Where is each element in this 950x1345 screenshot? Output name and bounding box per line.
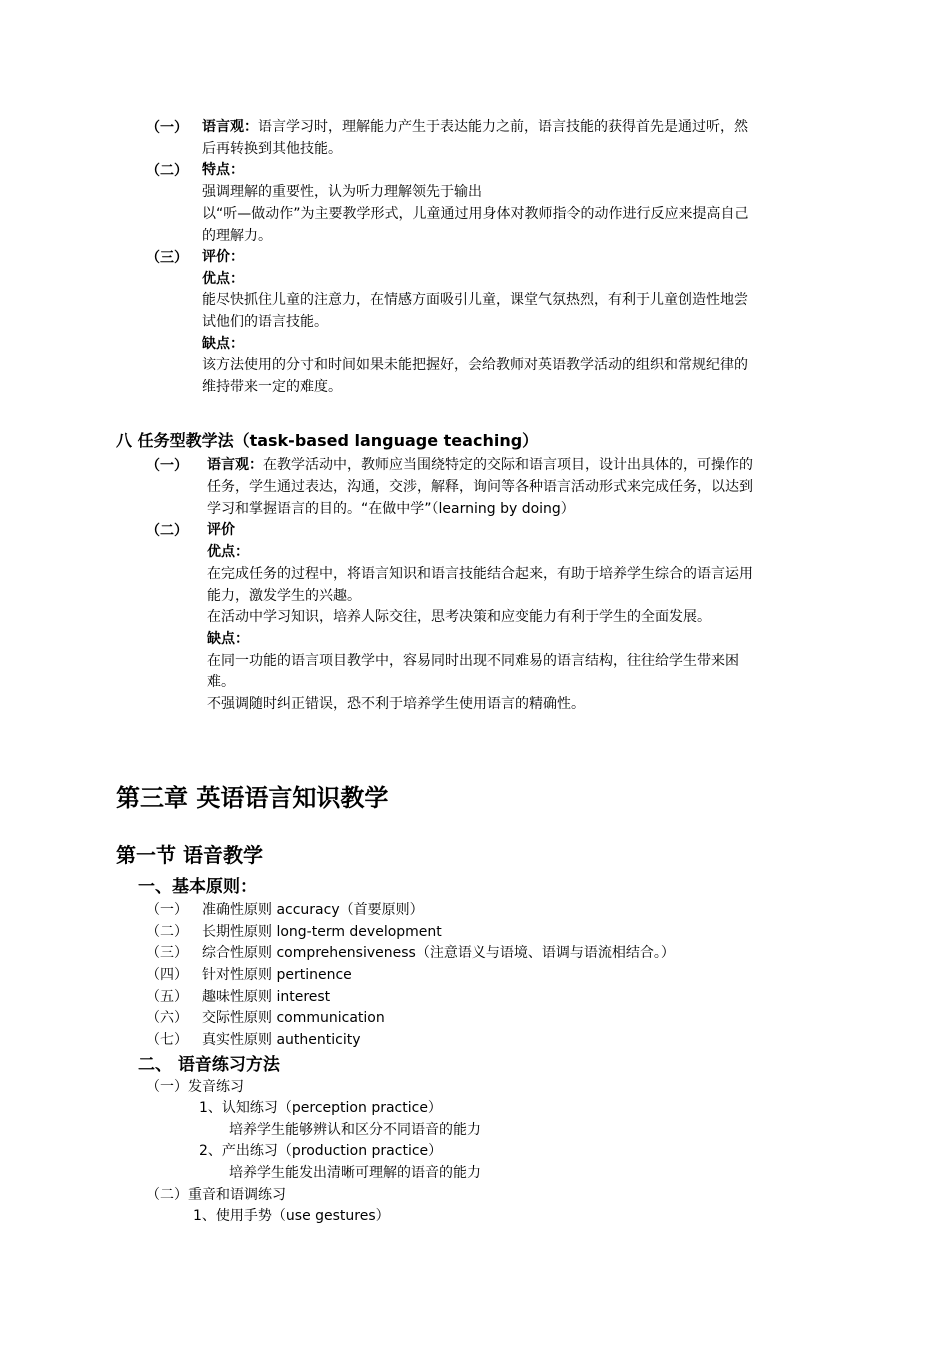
method-item: 2、产出练习（production practice） bbox=[199, 1143, 443, 1159]
list-item: 交际性原则 communication bbox=[202, 1010, 385, 1026]
list-number: （四） bbox=[146, 967, 188, 983]
item-number: （一） bbox=[146, 120, 188, 136]
list-number: （五） bbox=[146, 989, 188, 1005]
item-number: （二） bbox=[146, 523, 188, 539]
text-line: 学习和掌握语言的目的。“在做中学”（learning by doing） bbox=[207, 501, 575, 517]
item-number: （一） bbox=[146, 458, 188, 474]
list-item: 真实性原则 authenticity bbox=[202, 1032, 361, 1048]
list-number: （六） bbox=[146, 1010, 188, 1026]
list-number: （一） bbox=[146, 902, 188, 918]
subsection-heading: 一、基本原则： bbox=[138, 877, 257, 897]
list-item: 针对性原则 pertinence bbox=[202, 967, 352, 983]
item-label: 评价： bbox=[202, 249, 244, 265]
method-desc: 培养学生能够辨认和区分不同语音的能力 bbox=[229, 1122, 481, 1138]
paragraph bbox=[207, 455, 753, 476]
item-label: 评价 bbox=[207, 522, 235, 538]
item-label: 语言观： bbox=[202, 119, 258, 135]
cons-label: 缺点： bbox=[202, 336, 244, 352]
method-title: （二）重音和语调练习 bbox=[146, 1187, 286, 1203]
list-number: （三） bbox=[146, 945, 188, 961]
pros-label: 优点： bbox=[207, 544, 249, 560]
text-line: 在教学活动中，教师应当围绕特定的交际和语言项目，设计出具体的，可操作的 bbox=[263, 457, 753, 473]
text-line: 能力，激发学生的兴趣。 bbox=[207, 588, 361, 604]
text-line: 的理解力。 bbox=[202, 228, 272, 244]
item-label: 特点： bbox=[202, 162, 244, 178]
pros-label: 优点： bbox=[202, 271, 244, 287]
paragraph bbox=[202, 117, 748, 138]
text-line: 试他们的语言技能。 bbox=[202, 314, 328, 330]
text-line: 在活动中学习知识，培养人际交往，思考决策和应变能力有利于学生的全面发展。 bbox=[207, 609, 711, 625]
list-item: 长期性原则 long-term development bbox=[202, 924, 442, 940]
text-line: 在同一功能的语言项目教学中，容易同时出现不同难易的语言结构，往往给学生带来困 bbox=[207, 653, 739, 669]
method-desc: 培养学生能发出清晰可理解的语音的能力 bbox=[229, 1165, 481, 1181]
text-line: 能尽快抓住儿童的注意力，在情感方面吸引儿童，课堂气氛热烈，有利于儿童创造性地尝 bbox=[202, 292, 748, 308]
text-line: 该方法使用的分寸和时间如果未能把握好，会给教师对英语教学活动的组织和常规纪律的 bbox=[202, 357, 748, 373]
method-item: 1、使用手势（use gestures） bbox=[193, 1208, 390, 1224]
text-line: 以“听—做动作”为主要教学形式，儿童通过用身体对教师指令的动作进行反应来提高自己 bbox=[202, 206, 749, 222]
method-title: （一）发音练习 bbox=[146, 1079, 244, 1095]
text-line: 语言学习时，理解能力产生于表达能力之前，语言技能的获得首先是通过听，然 bbox=[258, 119, 748, 135]
text-line: 不强调随时纠正错误，恐不利于培养学生使用语言的精确性。 bbox=[207, 696, 585, 712]
list-item: 趣味性原则 interest bbox=[202, 989, 331, 1005]
method-item: 1、认知练习（perception practice） bbox=[199, 1100, 442, 1116]
cons-label: 缺点： bbox=[207, 631, 249, 647]
list-number: （二） bbox=[146, 924, 188, 940]
text-line: 难。 bbox=[207, 674, 235, 690]
text-line: 在完成任务的过程中，将语言知识和语言技能结合起来，有助于培养学生综合的语言运用 bbox=[207, 566, 753, 582]
item-label: 语言观： bbox=[207, 457, 263, 473]
subsection-heading: 二、 语音练习方法 bbox=[138, 1055, 280, 1075]
item-number: （二） bbox=[146, 163, 188, 179]
chapter-title: 第三章 英语语言知识教学 bbox=[116, 784, 389, 812]
list-item: 准确性原则 accuracy（首要原则） bbox=[202, 902, 424, 918]
section-title: 第一节 语音教学 bbox=[116, 843, 263, 867]
list-item: 综合性原则 comprehensiveness（注意语义与语境、语调与语流相结合。） bbox=[202, 945, 675, 961]
section-heading: 八 任务型教学法（task-based language teaching） bbox=[116, 431, 539, 450]
text-line: 维持带来一定的难度。 bbox=[202, 379, 342, 395]
item-number: （三） bbox=[146, 250, 188, 266]
text-line: 任务，学生通过表达，沟通，交涉，解释，询问等各种语言活动形式来完成任务，以达到 bbox=[207, 479, 753, 495]
list-number: （七） bbox=[146, 1032, 188, 1048]
text-line: 后再转换到其他技能。 bbox=[202, 141, 342, 157]
text-line: 强调理解的重要性，认为听力理解领先于输出 bbox=[202, 184, 482, 200]
